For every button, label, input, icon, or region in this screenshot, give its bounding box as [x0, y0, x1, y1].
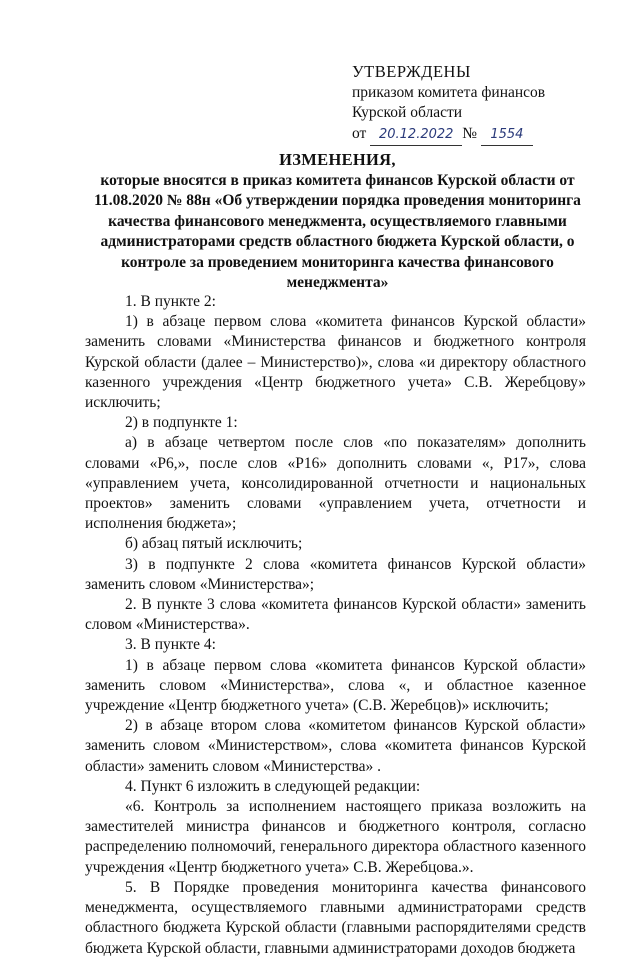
paragraph: 4. Пункт 6 изложить в следующей редакции:: [125, 777, 421, 795]
approval-line-2: Курской области: [352, 104, 463, 121]
paragraph: 1) в абзаце первом слова «комитета финансов Курской области» заменить словом «Министерства», слова «, и областное казенное учреждение «Центр бюджетного учета» (С.В. Жеребцов)» исключить;: [85, 656, 586, 715]
paragraph: 3. В пункте 4:: [125, 636, 216, 654]
document-body: [85, 292, 586, 959]
approval-title: УТВЕРЖДЕНЫ: [352, 62, 471, 81]
number-sign: №: [462, 124, 477, 142]
paragraph: а) в абзаце четвертом после слов «по показателям» дополнить словами «Р6,», после слов «Р16» дополнить словами «, Р17», слова «управлением учета, консолидированной отчетности и национальных проектов» заменить словами «управлением учета, отчетности и исполнения бюджета»;: [85, 434, 586, 533]
handwritten-number: 1554: [481, 125, 533, 147]
paragraph: б) абзац пятый исключить;: [125, 535, 303, 553]
paragraph: 1) в абзаце первом слова «комитета финансов Курской области» заменить словами «Министерства финансов и бюджетного контроля Курской области (далее – Министерство)», слова «и директору областного казенного учреждения «Центр бюджетного учета» С.В. Жеребцову» исключить;: [85, 313, 586, 412]
paragraph: 5. В Порядке проведения мониторинга качества финансового менеджмента, осуществляемого главными администраторами средств областного бюджета Курской области (главными распорядителями средств бюджета Курской области, главными администраторами доходов бюджета: [85, 878, 586, 957]
paragraph: 3) в подпункте 2 слова «комитета финансов Курской области» заменить словом «Министерства»;: [85, 555, 586, 593]
heading-subtitle: которые вносятся в приказ комитета финансов Курской области от 11.08.2020 № 88н «Об утверждении порядка проведения мониторинга качества финансового менеджмента, осуществляемого главными администраторами средств областного бюджета Курской области, о контроле за проведением мониторинга качества финансового менеджмента»: [94, 171, 581, 291]
approval-line-1: приказом комитета финансов: [352, 83, 546, 101]
date-prefix: от: [352, 124, 367, 142]
paragraph: 1. В пункте 2:: [125, 293, 216, 310]
heading-title: ИЗМЕНЕНИЯ,: [279, 150, 396, 169]
handwritten-date: 20.12.2022: [370, 125, 462, 147]
paragraph: 2. В пункте 3 слова «комитета финансов Курской области» заменить словом «Министерства».: [85, 596, 586, 634]
paragraph: «6. Контроль за исполнением настоящего приказа возложить на заместителей министра финансов и бюджетного контроля, согласно распределению полномочий, генерального директора областного казенного учреждения «Центр бюджетного учета» С.В. Жеребцова.».: [85, 798, 586, 876]
approval-date-line: [352, 124, 612, 147]
document-heading: [85, 150, 590, 294]
paragraph: 2) в подпункте 1:: [125, 414, 238, 432]
approval-stamp-block: [352, 62, 612, 146]
paragraph: 2) в абзаце втором слова «комитетом финансов Курской области» заменить словом «Министерством», слова «комитета финансов Курской области» заменить словом «Министерства» .: [85, 717, 586, 775]
